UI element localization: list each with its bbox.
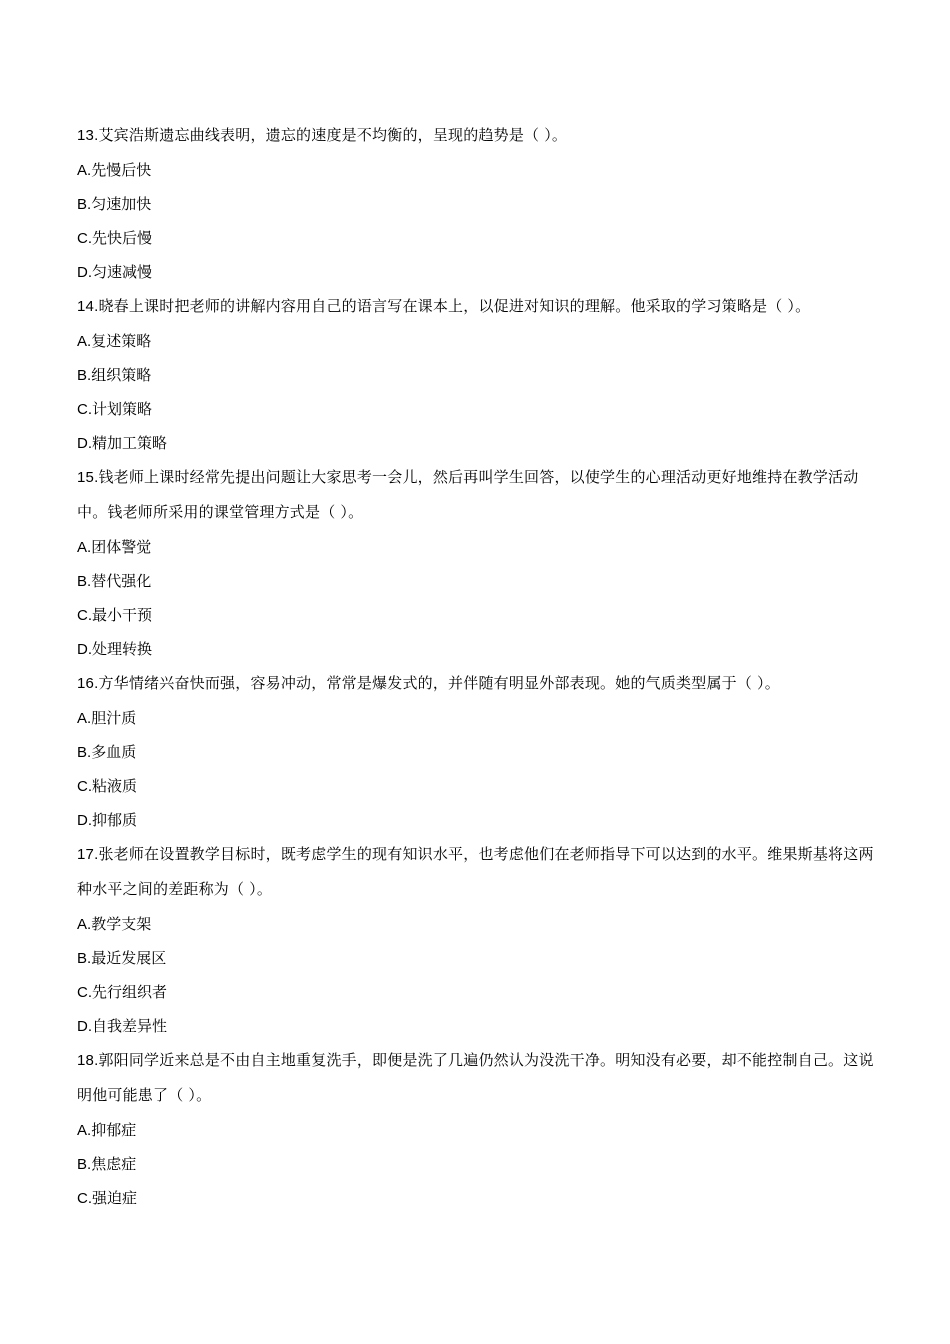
question-number: 13. xyxy=(77,127,99,144)
option-c: C.最小干预 xyxy=(77,606,153,624)
option-d: D.匀速减慢 xyxy=(77,263,153,281)
option-c: C.粘液质 xyxy=(77,777,138,795)
option-d: D.处理转换 xyxy=(77,640,153,658)
option-a: A.教学支架 xyxy=(77,915,152,933)
option-c: C.先快后慢 xyxy=(77,229,153,247)
option-a: A.抑郁症 xyxy=(77,1121,137,1139)
question-number: 17. xyxy=(77,846,99,863)
question-15 xyxy=(77,460,885,666)
question-text: 艾宾浩斯遗忘曲线表明，遗忘的速度是不均衡的，呈现的趋势是（ ）。 xyxy=(98,126,568,144)
question-18 xyxy=(77,1043,885,1215)
exam-page xyxy=(77,118,885,1215)
option-a: A.复述策略 xyxy=(77,332,152,350)
option-a: A.胆汁质 xyxy=(77,709,137,727)
option-d: D.抑郁质 xyxy=(77,811,138,829)
question-number: 15. xyxy=(77,469,99,486)
option-d: D.自我差异性 xyxy=(77,1017,168,1035)
option-b: B.替代强化 xyxy=(77,572,152,590)
option-a: A.团体警觉 xyxy=(77,538,152,556)
question-text: 张老师在设置教学目标时，既考虑学生的现有知识水平，也考虑他们在老师指导下可以达到的水平。维果斯基将这两种水平之间的差距称为（ ）。 xyxy=(77,845,874,898)
question-14 xyxy=(77,289,885,460)
question-13 xyxy=(77,118,885,289)
option-c: C.强迫症 xyxy=(77,1189,138,1207)
question-stem xyxy=(77,666,885,701)
question-stem xyxy=(77,837,885,907)
option-b: B.最近发展区 xyxy=(77,949,167,967)
option-d: D.精加工策略 xyxy=(77,434,168,452)
question-number: 16. xyxy=(77,675,99,692)
question-17 xyxy=(77,837,885,1043)
option-c: C.先行组织者 xyxy=(77,983,168,1001)
option-c: C.计划策略 xyxy=(77,400,153,418)
option-b: B.匀速加快 xyxy=(77,195,152,213)
option-a: A.先慢后快 xyxy=(77,161,152,179)
question-text: 郭阳同学近来总是不由自主地重复洗手，即便是洗了几遍仍然认为没洗干净。明知没有必要，却不能控制自己。这说明他可能患了（ ）。 xyxy=(77,1051,874,1104)
question-stem xyxy=(77,289,885,324)
question-16 xyxy=(77,666,885,837)
question-number: 18. xyxy=(77,1052,99,1069)
question-number: 14. xyxy=(77,298,99,315)
question-stem xyxy=(77,118,885,153)
question-stem xyxy=(77,1043,885,1113)
option-b: B.多血质 xyxy=(77,743,137,761)
question-text: 晓春上课时把老师的讲解内容用自己的语言写在课本上，以促进对知识的理解。他采取的学习策略是（ ）。 xyxy=(98,297,811,315)
question-text: 方华情绪兴奋快而强，容易冲动，常常是爆发式的，并伴随有明显外部表现。她的气质类型属于（ ）。 xyxy=(98,674,780,692)
option-b: B.焦虑症 xyxy=(77,1155,137,1173)
question-stem xyxy=(77,460,885,530)
question-text: 钱老师上课时经常先提出问题让大家思考一会儿，然后再叫学生回答，以使学生的心理活动更好地维持在教学活动中。钱老师所采用的课堂管理方式是（ ）。 xyxy=(77,468,859,521)
option-b: B.组织策略 xyxy=(77,366,152,384)
